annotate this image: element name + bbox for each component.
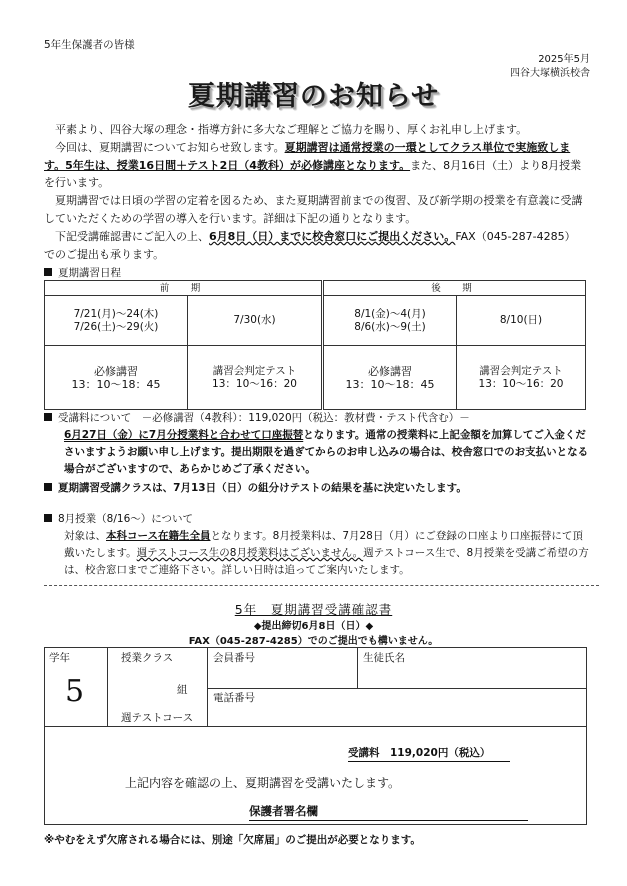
student-name-label: 生徒氏名: [363, 652, 405, 664]
test-label: 講習会判定テスト: [212, 364, 297, 377]
kouki-dates-line-2: 8/6(水)～9(土): [354, 320, 426, 333]
kouki-test: [457, 346, 586, 410]
form-title-text: 5年 夏期講習受講確認書: [234, 602, 393, 617]
zenki-test: [188, 346, 323, 410]
p4-text-b: 6月8日（日）までに校舎窓口にご提出ください。: [209, 229, 456, 243]
course-label: 必修講習: [94, 364, 138, 378]
fee-note-head: 受講料について －必修講習（4教科）：119,020円（税込：教材費・テスト代含む）－: [58, 412, 470, 424]
p2-text-c: また、8月16日（土）より8月授業を行います。: [44, 158, 582, 190]
kouki-test-date: 8/10(日): [457, 296, 586, 346]
footer-note: ※やむをえず欠席される場合には、別途「欠席届」のご提出が必要となります。: [44, 834, 421, 846]
phone-field[interactable]: [213, 690, 255, 705]
august-note-a: 対象は、: [64, 530, 106, 542]
form-deadline: ◆提出締切6月8日（日）◆: [253, 621, 374, 632]
student-name-field[interactable]: [363, 650, 405, 665]
kouki-course: [323, 346, 457, 410]
zenki-test-date: 7/30(水): [188, 296, 323, 346]
course-time: 13：10～18：45: [71, 377, 161, 391]
paragraph-2: [44, 139, 584, 192]
confirm-text: 上記内容を確認の上、夏期講習を受講いたします。: [125, 776, 401, 790]
square-bullet-icon: [44, 268, 52, 276]
paragraph-3: [44, 192, 584, 228]
grid-line: [45, 726, 586, 727]
phone-label: 電話番号: [213, 692, 255, 704]
august-note-head: 8月授業（8/16～）について: [58, 513, 194, 525]
paragraph-4: [44, 228, 584, 264]
p4-text-c: FAX（045-287-4285）でのご提出も承ります。: [44, 229, 576, 261]
weekly-course-label: 週テストコース: [121, 712, 194, 724]
grade-label: 学年: [49, 652, 70, 664]
kouki-dates: [323, 296, 457, 346]
course-time: 13：10～18：45: [345, 377, 435, 391]
zenki-dates: [45, 296, 188, 346]
class-note: [44, 480, 592, 497]
guardian-signature-label: 保護者署名欄: [249, 804, 318, 818]
grid-line: [107, 648, 108, 726]
square-bullet-icon: [44, 413, 52, 421]
fee-note: [44, 410, 592, 478]
cut-line: [44, 585, 599, 586]
test-label: 講習会判定テスト: [479, 364, 563, 377]
p3-text: 夏期講習では日頃の学習の定着を図るため、また夏期講習前までの復習、及び新学期の授業を有意義に受講していただくための学習の導入を行います。詳細は下記の通りとなります。: [44, 194, 583, 225]
zenki-header: 前 期: [45, 281, 323, 296]
intro-text: [44, 121, 584, 263]
page-title: 夏期講習のお知らせ: [187, 81, 440, 112]
schedule-heading-text: 夏期講習日程: [58, 267, 121, 279]
p2-text-b: 夏期講習は通常授業の一環としてクラス単位で実施致します。5年生は、授業16日間＋テスト2日（4教科）が必修講座となります。: [44, 140, 571, 172]
august-note: [44, 511, 592, 579]
school-name: 四谷大塚横浜校舎: [510, 68, 590, 79]
august-note-b: 本科コース在籍生全員: [106, 530, 211, 542]
test-time: 13：10～16：20: [478, 377, 564, 390]
zenki-dates-line-1: 7/21(月)～24(木): [73, 307, 159, 320]
fee-note-date: 6月27日（金）に7月分授業料と合わせて口座振替: [64, 429, 304, 441]
class-note-text: 夏期講習受講クラスは、7月13日（日）の組分けテストの結果を基に決定いたします。: [58, 482, 467, 494]
guardian-signature-field[interactable]: [249, 803, 528, 821]
august-note-e: 週テストコース生で、8月授業を受講ご希望の方は、校舎窓口までご連絡下さい。詳しい日時は追ってご案内いたします。: [64, 547, 589, 576]
grid-line: [207, 688, 586, 689]
member-number-label: 会員番号: [213, 652, 255, 664]
fee-line: 受講料 119,020円（税込）: [348, 745, 510, 762]
p2-text-a: 今回は、夏期講習についてお知らせ致します。: [55, 140, 285, 154]
addressee: 5年生保護者の皆様: [44, 39, 135, 51]
test-time: 13：10～16：20: [212, 377, 297, 390]
confirmation-form: [44, 647, 587, 825]
course-label: 必修講習: [368, 364, 413, 378]
zenki-dates-line-2: 7/26(土)～29(火): [73, 320, 159, 333]
class-label: 授業クラス: [121, 652, 174, 664]
square-bullet-icon: [44, 483, 52, 491]
august-note-d: 週テストコース生の8月授業料はございません。: [136, 547, 364, 559]
square-bullet-icon: [44, 514, 52, 522]
grid-line: [207, 648, 208, 726]
august-note-c: となります。8月授業料は、7月28日（月）にご登録の口座より口座振替にて頂戴いたします。: [64, 530, 583, 559]
member-number-field[interactable]: [213, 650, 255, 665]
kouki-header: 後 期: [323, 281, 586, 296]
schedule-heading: [44, 265, 121, 280]
kouki-dates-line-1: 8/1(金)～4(月): [354, 307, 426, 320]
p1-text: 平素より、四谷大塚の理念・指導方針に多大なご理解とご協力を賜り、厚くお礼申し上げます。: [55, 123, 528, 136]
grid-line: [357, 648, 358, 688]
issue-date: 2025年5月: [538, 54, 590, 65]
schedule-table: [44, 280, 586, 410]
fee-note-body: となります。通常の授業料に上記金額を加算してご入金くださいますようお願い申し上げます。提出期限を過ぎてからのお申し込みの場合は、校舎窓口でのお支払いとなる場合がございますので、あらかじめご了承ください。: [64, 429, 589, 475]
form-fax: FAX（045-287-4285）でのご提出でも構いません。: [188, 636, 439, 647]
p4-text-a: 下記受講確認書にご記入の上、: [55, 229, 209, 243]
form-title: [0, 600, 627, 618]
grade-value: 5: [65, 674, 85, 709]
kumi-label: 組: [177, 684, 188, 696]
zenki-course: [45, 346, 188, 410]
paragraph-1: [44, 121, 584, 139]
